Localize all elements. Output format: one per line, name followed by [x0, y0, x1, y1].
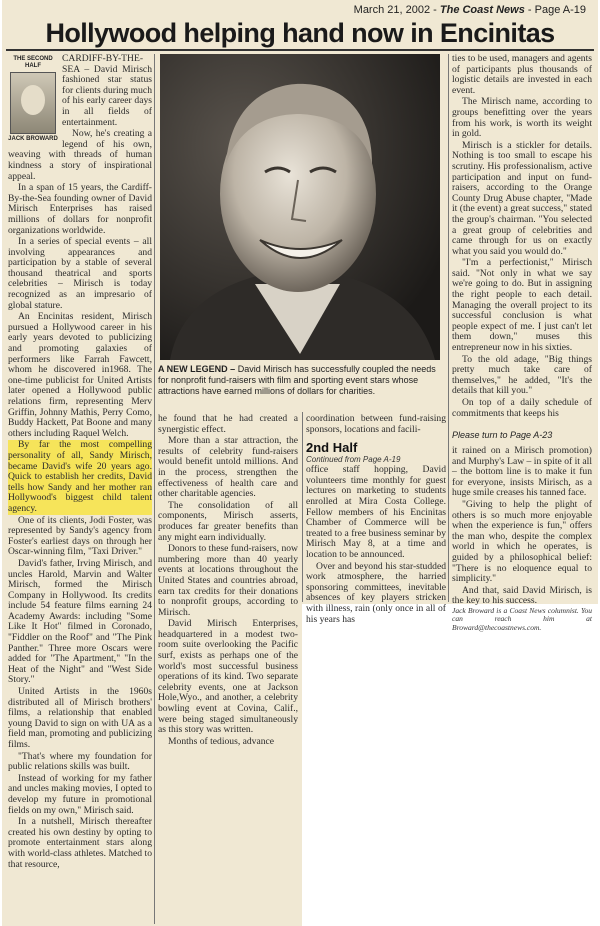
- paragraph: And that, said David Mirisch, is the key to his success.: [452, 584, 592, 607]
- paragraph: he found that he had created a synergistic effect.: [158, 413, 298, 435]
- paragraph: To the old adage, "Big things pretty much take care of themselves," he added, "It's the details that kill you.": [452, 353, 592, 397]
- dateline-page: - Page A-19: [527, 4, 586, 16]
- column-divider: [302, 412, 303, 602]
- jump-line: Please turn to Page A-23: [452, 430, 553, 440]
- badge-byline: JACK BROWARD: [8, 136, 58, 142]
- paragraph: Instead of working for my father and uncles making movies, I opted to develop my future in promotional fields on my own," Mirisch said.: [8, 772, 152, 816]
- paragraph: it rained on a Mirisch promotion) and Murphy's Law – in spite of it all – the bottom line is to make it fun for everyone, insists Mirisch, as a huge smile creases his tanned face.: [452, 445, 592, 499]
- paragraph: Months of tedious, advance: [168, 735, 275, 747]
- paragraph: "I'm a perfectionist," Mirisch said. "Not only in what we say we're going to do. But in assigning the right people to each detail. Managing the overall project to its successful conclusion is what people expect of me. I just can't let them down," muses this entrepreneur now in his sixties.: [452, 257, 592, 354]
- photo-caption: [158, 364, 444, 397]
- paragraph: ties to be used, managers and agents of participants plus thousands of logistic details are invested in each event.: [452, 53, 592, 96]
- paragraph: An Encinitas resident, Mirisch pursued a Hollywood career in his early years devoted to publicizing and promoting galaxies of performers like Farrah Fawcett, whom he discovered in1968. The one-time publicist for United Artists later opened a Hollywood public relations firm, representing Merv Griffin, Johnny Mathis, Perry Como, Buddy Hackett, Pat Boone and many others including Raquel Welch.: [8, 311, 152, 439]
- paragraph: "Giving to help the plight of others is so much more enjoyable when the experience is fun," offers the man who, despite the complex world in which he operates, is guided by a philosophical belief: "There is no eloquence equal to simplicity.": [452, 498, 592, 585]
- column-right-top: [452, 54, 592, 440]
- caption-text: David Mirisch has successfully coupled the needs for nonprofit fund-raisers with film and sporting event stars whose attractions have earned millions of dollars for charities.: [158, 364, 436, 396]
- paragraph: More than a star attraction, the results of celebrity fund-raisers would benefit untold millions. And in the process, strengthen the effectiveness of health care and other charitable agencies.: [158, 435, 298, 500]
- paragraph: United Artists in the 1960s distributed all of Mirisch brothers' films, a relationship that enabled young David to sign on with UA as a field man, promoting and publicizing films.: [8, 686, 152, 750]
- column-3: [306, 413, 446, 625]
- column-divider: [154, 54, 155, 924]
- portrait-photo: [160, 54, 440, 360]
- paragraph: The consolidation of all components, Mirisch asserts, produces far greater benefits than any might earn individually.: [158, 499, 298, 543]
- blank-area: [302, 604, 600, 926]
- caption-lead: A NEW LEGEND –: [158, 364, 236, 374]
- paragraph: One of its clients, Jodi Foster, was represented by Sandy's agency from Foster's earliest days on through her Oscar-winning film, "Taxi Driver.": [8, 514, 152, 558]
- paragraph: David's father, Irving Mirisch, and uncles Harold, Marvin and Walter Mirisch, formed the Mirisch Company in Hollywood. Its credits include 54 feature films earning 24 Academy Awards: including "Some Like It Hot" filmed in Coronado, "Fiddler on the Roof" and "The Pink Panther." Three more Oscars were added for "The Apartment," "In the Heat of the Night" and "West Side Story.": [8, 557, 152, 686]
- paragraph: David Mirisch Enterprises, headquartered in a modest two-room suite overlooking the Pacific surf, exists as perhaps one of the world's most successful business operations of its kind. Two separate celebrity events, one at Jackson Hole,Wyo., and another, a celebrity bowling event at Covina, Calif., were being staged simultaneously as this story was written.: [158, 618, 298, 736]
- paragraph: In a nutshell, Mirisch thereafter created his own destiny by opting to promote entertainment stars along with world-class athletes. Matched to that resource,: [8, 816, 152, 870]
- column-divider: [448, 54, 449, 602]
- portrait-illustration: [160, 54, 440, 360]
- badge-spacer: [8, 54, 62, 140]
- paragraph: Over and beyond his star-studded work atmosphere, the harried sponsoring committees, inevitable absences of key players stricken with illness, rain (only once in all of his years has: [306, 560, 446, 625]
- paragraph: The Mirisch name, according to groups benefitting over the years from his work, is worth its weight in gold.: [452, 96, 592, 140]
- paragraph: By far the most compelling personality of all, Sandy Mirisch, became David's wife 20 years ago. Quick to establish her credits, David tells how Sandy and her mother ran Hollywood's biggest child talent agency.: [8, 439, 152, 514]
- headline-rule: [6, 49, 594, 51]
- jump-subhead: 2nd Half: [306, 440, 358, 456]
- column-1: [8, 54, 152, 924]
- continued-note: Continued from Page A-19: [306, 455, 401, 465]
- paragraph: Donors to these fund-raisers, now numbering more than 40 yearly events at locations throughout the United States and countries abroad, earn tax credits for their donations to nonprofit groups, according to Mirisch.: [158, 543, 298, 618]
- paragraph: "That's where my foundation for public relations skills was built.: [8, 750, 152, 773]
- author-credit: Jack Broward is a Coast News columnist. You can reach him at Broward@thecoastnews.com.: [452, 605, 592, 632]
- paragraph: On top of a daily schedule of commitments that keeps his: [452, 397, 592, 419]
- paragraph: In a span of 15 years, the Cardiff-By-the-Sea founding owner of David Mirisch Enterprises has raised millions of dollars for nonprofit organizations worldwide.: [8, 182, 152, 236]
- dateline: [354, 4, 586, 16]
- dateline-date: March 21, 2002 -: [353, 4, 437, 16]
- headline: Hollywood helping hand now in Encinitas: [45, 18, 555, 48]
- paragraph: Mirisch is a stickler for details. Nothing is too small to escape his scrutiny. His professionalism, active participation and input on fund-raisers, according to the Orange County Drug Abuse chapter, "Made it (the event) a great success," stated the group's chairman. "You selected a great group of celebrities and came through for us on exactly what you said you would do.": [452, 139, 592, 257]
- paragraph: In a series of special events – all involving appearances and participation by a stable of several thousand theatrical and sports celebrities – Mirisch is today recognized as an impresario of global stature.: [8, 236, 152, 311]
- paragraph: CARDIFF-BY-THE-SEA – David Mirisch fashioned star status for clients during much of his early career days in all fields of entertainment.: [62, 53, 152, 128]
- badge-title: THE SECOND HALF: [13, 56, 53, 69]
- column-2: [158, 414, 298, 824]
- column-4: [452, 445, 592, 632]
- paragraph: office staff hopping, David volunteers time monthly for guest lectures on marketing to students enrolled at Mira Costa College. Fellow members of his Encinitas Chamber of Commerce will be treated to a free business seminar by Mirisch May 8, at a time and location to be announced.: [306, 464, 446, 560]
- paragraph: coordination between fund-raising sponsors, locations and facili-: [306, 413, 446, 435]
- dateline-paper: The Coast News: [439, 4, 525, 16]
- paragraph: Now, he's creating a legend of his own, weaving with threads of human kindness a story of inspirational appeal.: [8, 128, 152, 182]
